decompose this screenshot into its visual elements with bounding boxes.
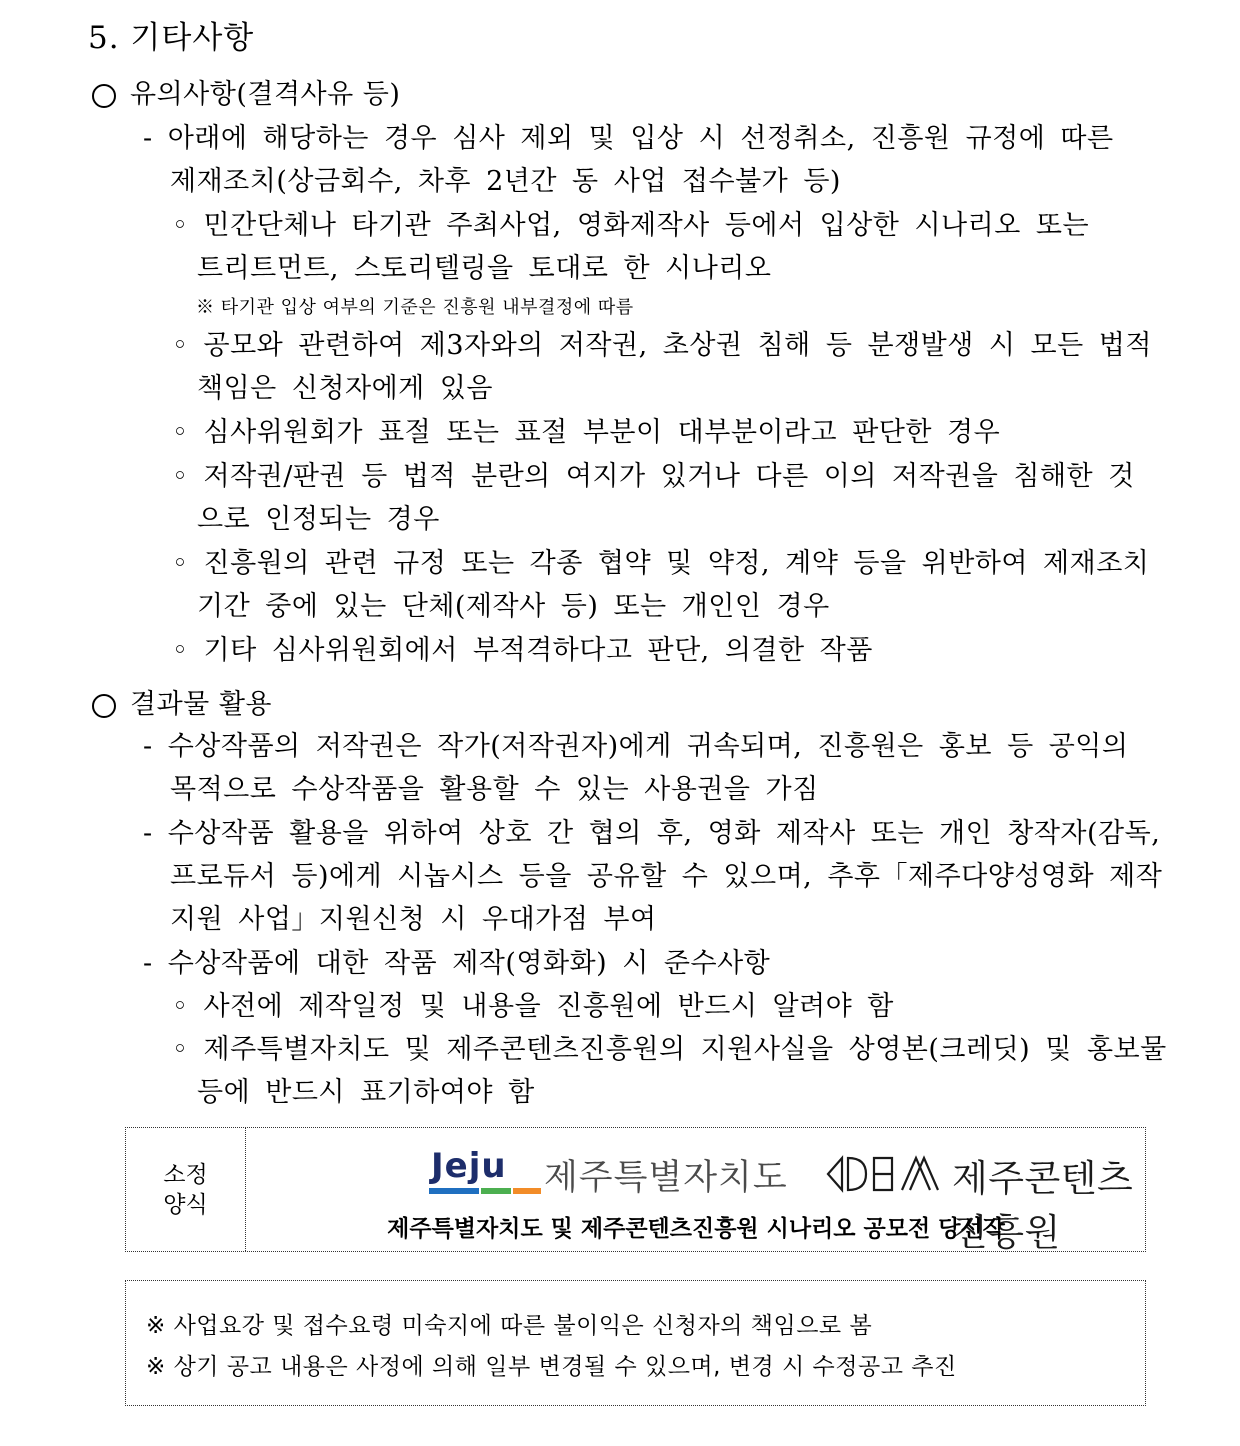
caution-sub-5-line-1: ◦ 진흥원의 관련 규정 또는 각종 협약 및 약정, 계약 등을 위반하여 제재조치: [172, 548, 1150, 579]
section-title: 5. 기타사항: [88, 20, 255, 56]
results-sub-1: ◦ 사전에 제작일정 및 내용을 진흥원에 반드시 알려야 함: [172, 991, 894, 1022]
caution-sub-3: ◦ 심사위원회가 표절 또는 표절 부분이 대부분이라고 판단한 경우: [172, 417, 1001, 448]
notice-line-1: ※ 사업요강 및 접수요령 미숙지에 따른 불이익은 신청자의 책임으로 봄: [146, 1313, 873, 1339]
credit-form-label-line-1: 소정: [163, 1161, 208, 1188]
notice-box: [125, 1280, 1146, 1406]
jeju-province-name: 제주특별자치도: [544, 1158, 788, 1198]
credit-form-caption: 제주특별자치도 및 제주콘텐츠진흥원 시나리오 공모전 당선작: [387, 1216, 1005, 1242]
results-sub-2-line-1: ◦ 제주특별자치도 및 제주콘텐츠진흥원의 지원사실을 상영본(크레딧) 및 홍보물: [172, 1034, 1167, 1065]
jeju-logo-swoosh-icon: [429, 1188, 541, 1196]
caution-sub-2-line-1: ◦ 공모와 관련하여 제3자와의 저작권, 초상권 침해 등 분쟁발생 시 모든 법적: [172, 330, 1152, 361]
results-item-2-line-3: 지원 사업」지원신청 시 우대가점 부여: [170, 904, 657, 935]
caution-heading: 유의사항(결격사유 등): [130, 79, 401, 110]
caution-sub-1-line-1: ◦ 민간단체나 타기관 주최사업, 영화제작사 등에서 입상한 시나리오 또는: [172, 210, 1090, 241]
caution-sub-1-note: ※ 타기관 입상 여부의 기준은 진흥원 내부결정에 따름: [196, 297, 634, 318]
caution-sub-4-line-2: 으로 인정되는 경우: [197, 504, 440, 535]
results-heading: 결과물 활용: [130, 689, 272, 720]
jeju-logo-wordmark: Jeju: [431, 1146, 507, 1186]
circle-bullet-icon: [92, 84, 116, 108]
caution-item-1-line-1: - 아래에 해당하는 경우 심사 제외 및 입상 시 선정취소, 진흥원 규정에 따른: [143, 123, 1114, 154]
caution-sub-5-line-2: 기간 중에 있는 단체(제작사 등) 또는 개인인 경우: [197, 591, 830, 622]
credit-form-label-line-2: 양식: [163, 1191, 208, 1218]
results-item-2-line-1: - 수상작품 활용을 위하여 상호 간 협의 후, 영화 제작사 또는 개인 창작자(감독,: [143, 818, 1161, 849]
results-item-1-line-1: - 수상작품의 저작권은 작가(저작권자)에게 귀속되며, 진흥원은 홍보 등 공익의: [143, 731, 1129, 762]
jcc-agency-name: 제주콘텐츠진흥원: [952, 1157, 1134, 1254]
caution-sub-2-line-2: 책임은 신청자에게 있음: [197, 373, 493, 404]
caution-sub-4-line-1: ◦ 저작권/판권 등 법적 분란의 여지가 있거나 다른 이의 저작권을 침해한 것: [172, 461, 1135, 492]
credit-form-label: [126, 1128, 246, 1251]
caution-item-1-line-2: 제재조치(상금회수, 차후 2년간 동 사업 접수불가 등): [170, 166, 841, 197]
caution-sub-1-line-2: 트리트먼트, 스토리텔링을 토대로 한 시나리오: [197, 253, 772, 284]
results-sub-2-line-2: 등에 반드시 표기하여야 함: [197, 1077, 535, 1108]
results-item-1-line-2: 목적으로 수상작품을 활용할 수 있는 사용권을 가짐: [170, 774, 819, 805]
results-item-2-line-2: 프로듀서 등)에게 시놉시스 등을 공유할 수 있으며, 추후「제주다양성영화 제작: [170, 861, 1163, 892]
results-item-3: - 수상작품에 대한 작품 제작(영화화) 시 준수사항: [143, 948, 771, 979]
notice-line-2: ※ 상기 공고 내용은 사정에 의해 일부 변경될 수 있으며, 변경 시 수정공고 추진: [146, 1354, 957, 1380]
caution-sub-6: ◦ 기타 심사위원회에서 부적격하다고 판단, 의결한 작품: [172, 635, 873, 666]
jcc-logo-mark-icon: [826, 1154, 944, 1194]
credit-form-table: [125, 1127, 1146, 1252]
circle-bullet-icon: [92, 694, 116, 718]
